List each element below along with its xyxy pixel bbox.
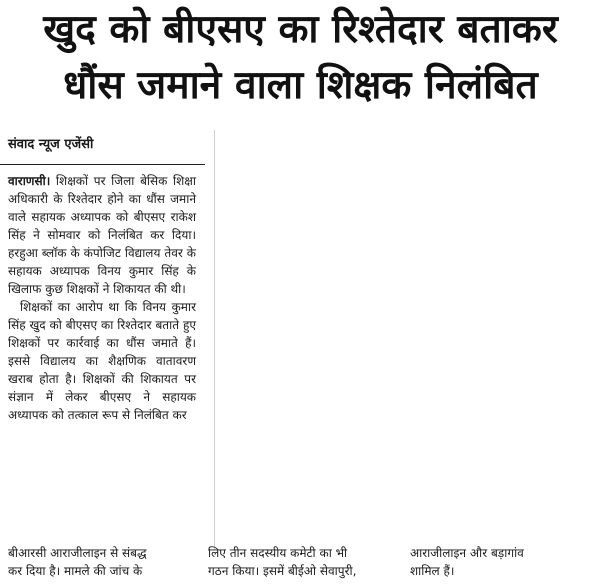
byline-rule xyxy=(0,164,205,165)
article-paragraph-1 xyxy=(8,172,196,298)
column-2-top xyxy=(208,544,404,580)
headline-line-1: खुद को बीएसए का रिश्तेदार बताकर xyxy=(43,7,558,52)
column-3-word-3: बड़ागांव xyxy=(490,546,524,560)
headline xyxy=(0,2,601,114)
column-1-tail-line-2: कर दिया है। मामले की जांच के xyxy=(8,564,143,578)
article-paragraph-2: शिक्षकों का आरोप था कि विनय कुमार सिंह खुद को बीएसए का रिश्तेदार बताते हुए शिक्षकों पर कार्रवाई का धौंस जमाते हैं। इससे विद्यालय का शैक्षणिक वातावरण खराब होता है। शिक्षकों की शिकायत पर संज्ञान में लेकर बीएसए ने सहायक अध्यापक को तत्काल रूप से निलंबित कर xyxy=(8,300,196,422)
column-3-word-2: और xyxy=(469,546,488,560)
column-3-line-1 xyxy=(410,544,600,562)
headline-line-2: धौंस जमाने वाला शिक्षक निलंबित xyxy=(63,63,538,108)
column-1-tail-line-1: बीआरसी आराजीलाइन से संबद्ध xyxy=(8,546,147,560)
column-3-top xyxy=(410,544,600,580)
dateline: वाराणसी। xyxy=(8,174,51,188)
column-2-line-1: लिए तीन सदस्यीय कमेटी का भी xyxy=(208,546,348,560)
column-divider xyxy=(214,130,215,550)
column-3-line-2: शामिल हैं। xyxy=(410,564,455,578)
column-1-tail xyxy=(8,544,198,580)
article-body xyxy=(8,172,196,424)
column-3-word-1: आराजीलाइन xyxy=(410,546,467,560)
byline: संवाद न्यूज एजेंसी xyxy=(8,137,94,152)
paragraph-1-text: शिक्षकों पर जिला बेसिक शिक्षा अधिकारी के रिश्तेदार होने का धौंस जमाने वाले सहायक अध्यापक को बीएसए राकेश सिंह ने सोमवार को निलंबित कर दिया। हरहुआ ब्लॉक के कंपोजिट विद्यालय तेवर के सहायक अध्यापक विनय कुमार सिंह के खिलाफ कुछ शिक्षकों ने शिकायत की थी। xyxy=(8,174,196,296)
column-2-line-2: गठन किया। इसमें बीईओ सेवापुरी, xyxy=(208,564,357,578)
